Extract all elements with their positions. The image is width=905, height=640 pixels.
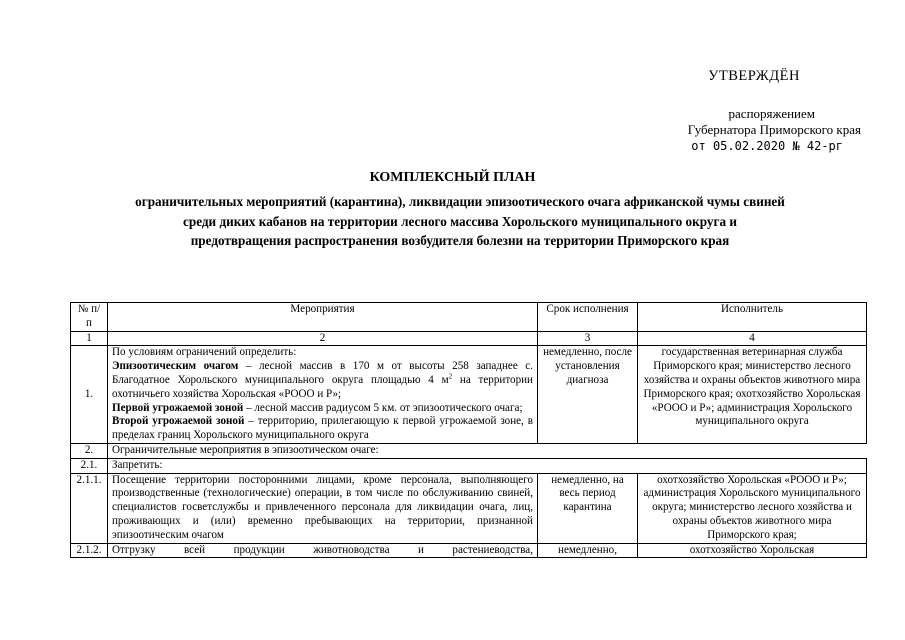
row1-zone2-text: – территорию, прилегающую к первой угрожаемой зоне, в пределах границ Хорольского муниципального округа <box>112 415 533 442</box>
approval-date-line: от 05.02.2020 № 42-рг <box>691 139 843 153</box>
table-row <box>71 346 867 444</box>
row-term: немедленно, после установления диагноза <box>538 346 638 444</box>
row-section-title: Запретить: <box>108 458 867 473</box>
row-executor: государственная ветеринарная служба Приморского края; министерство лесного хозяйства и охраны объектов животного мира Приморского края; охотхозяйство Хорольская «РООО и Р»; администрация Хорольского муниципального округа <box>638 346 867 444</box>
table-row <box>71 473 867 543</box>
table-row <box>71 443 867 458</box>
row-measure: Посещение территории посторонними лицами, кроме персонала, выполняющего производственные (технологические) операции, в том числе по обслуживанию свиней, специалистов госветслужбы и привлеченного персонала для ликвидации очага, лиц, проживающих и (или) временно пребывающих на территории, признанной эпизоотическим очагом <box>108 473 538 543</box>
row1-zone1-bold: Первой угрожаемой зоной <box>112 401 244 414</box>
header-num: № п/п <box>71 303 108 332</box>
row1-focus-text: – лесной массив в 170 м от высоты 258 западнее с. Благодатное Хорольского муниципального округа площадью 4 м <box>112 360 534 386</box>
approval-word: УТВЕРЖДЁН <box>708 68 800 84</box>
row1-zone2-bold: Второй угрожаемой зоной <box>112 415 245 428</box>
header-executor: Исполнитель <box>638 303 867 332</box>
table-row <box>71 543 867 558</box>
row1-focus-text-2: на территории охотничьего хозяйства Хорольская «РООО и Р»; <box>112 373 533 400</box>
row1-zone1 <box>112 402 533 416</box>
row-section-title: Ограничительные мероприятия в эпизоотическом очаге: <box>108 443 867 458</box>
row-number: 2.1.1. <box>71 473 108 543</box>
header-term: Срок исполнения <box>538 303 638 332</box>
row1-zone1-text: – лесной массив радиусом 5 км. от эпизоотического очага; <box>243 401 523 414</box>
subtitle-line-1: ограничительных мероприятий (карантина), ликвидации эпизоотического очага африканской чумы свиней <box>135 194 785 209</box>
row-executor: охотхозяйство Хорольская <box>638 543 867 558</box>
table-header-row <box>71 303 867 332</box>
row-measure: Отгрузку всей продукции животноводства и растениеводства, <box>108 543 538 558</box>
row1-intro: По условиям ограничений определить: <box>112 346 297 359</box>
col-number-2: 2 <box>108 331 538 346</box>
plan-table <box>70 302 867 558</box>
row-number: 1. <box>71 346 108 444</box>
subtitle-line-3: предотвращения распространения возбудителя болезни на территории Приморского края <box>190 233 730 248</box>
row1-focus-bold: Эпизоотическим очагом <box>112 360 239 373</box>
row-number: 2.1.2. <box>71 543 108 558</box>
header-measures: Мероприятия <box>108 303 538 332</box>
row1-focus <box>112 360 533 401</box>
row-term: немедленно, <box>538 543 638 558</box>
subtitle-line-2: среди диких кабанов на территории лесного массива Хорольского муниципального округа и <box>183 213 737 229</box>
row-number: 2. <box>71 443 108 458</box>
col-number-1: 1 <box>71 331 108 346</box>
row-number: 2.1. <box>71 458 108 473</box>
plan-subtitle <box>70 192 850 251</box>
table-row <box>71 458 867 473</box>
approval-block <box>688 106 861 154</box>
plan-title: КОМПЛЕКСНЫЙ ПЛАН <box>369 170 536 185</box>
row1-zone2 <box>112 415 533 443</box>
col-number-4: 4 <box>638 331 867 346</box>
col-number-3: 3 <box>538 331 638 346</box>
row-executor: охотхозяйство Хорольская «РООО и Р»; администрация Хорольского муниципального округа; министерство лесного хозяйства и охраны объектов животного мира Приморского края; <box>638 473 867 543</box>
approval-line-1: распоряжением <box>728 106 815 121</box>
row-measure <box>108 346 538 444</box>
column-number-row <box>71 331 867 346</box>
row-term: немедленно, на весь период карантина <box>538 473 638 543</box>
row1-focus-sup: 2 <box>448 372 453 381</box>
approval-line-2: Губернатора Приморского края <box>687 122 861 137</box>
